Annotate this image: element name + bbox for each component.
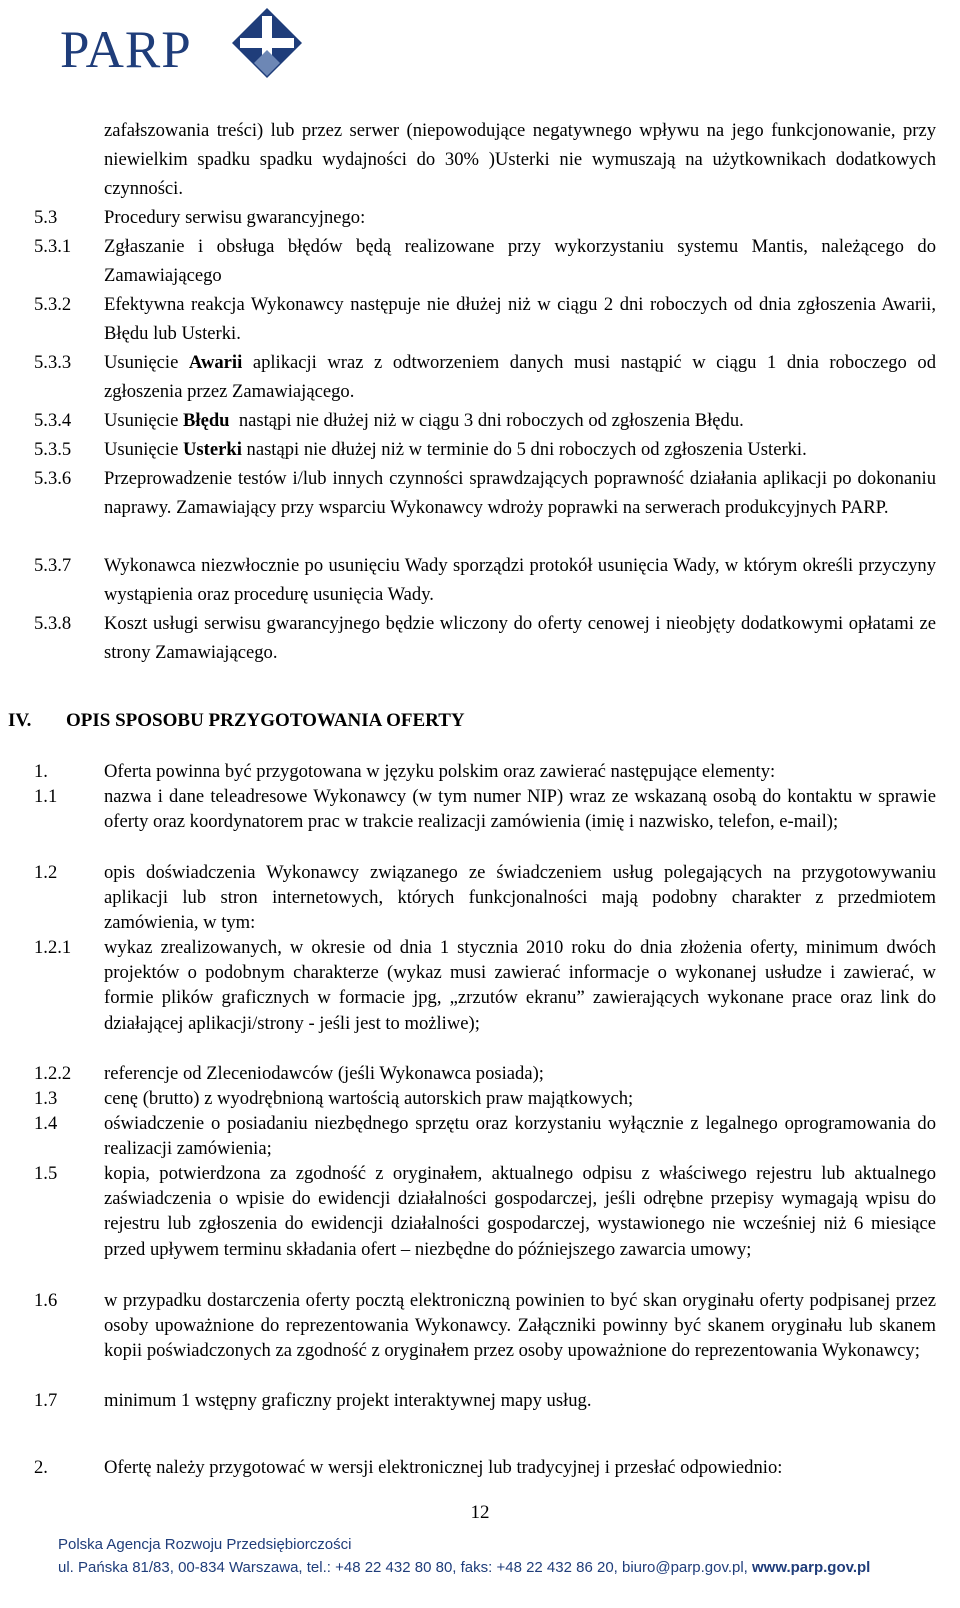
footer-address: ul. Pańska 81/83, 00-834 Warszawa, tel.: +48 22 432 80 80, faks: +48 22 432 86 20, biuro@parp.gov.pl, [58, 1559, 753, 1576]
bold-term: Awarii [188, 352, 243, 373]
item-text: Usunięcie Awarii aplikacji wraz z odtworzeniem danych musi nastąpić w ciągu 1 dnia roboczego od zgłoszenia przez Zamawiającego. [104, 352, 936, 402]
item-text: kopia, potwierdzona za zgodność z oryginałem, aktualnego odpisu z właściwego rejestru lub aktualnego zaświadczenia o wpisie do ewidencji działalności gospodarczej, jeśli odrębne przepisy wymagają wpisu do rejestru lub zgłoszenia do ewidencji działalności gospodarczej, wystawionego nie wcześniej niż 6 miesiące przed upływem terminu składania ofert – niezbędne do późniejszego zawarcia umowy; [104, 1163, 936, 1260]
item-text: Procedury serwisu gwarancyjnego: [104, 207, 366, 228]
bold-term: Usterki [183, 439, 242, 460]
item-number: 1.3 [34, 1088, 58, 1109]
item-text: oświadczenie o posiadaniu niezbędnego sprzętu oraz korzystaniu wyłącznie z legalnego oprogramowania do realizacji zamówienia; [104, 1113, 936, 1160]
footer-website: www.parp.gov.pl [752, 1559, 871, 1576]
item-text: Przeprowadzenie testów i/lub innych czynności sprawdzających poprawność działania aplikacji po dokonaniu naprawy. Zamawiający przy wsparciu Wykonawcy wdroży poprawki na serwerach produkcyjnych PARP. [104, 468, 936, 518]
item-number: 2. [34, 1457, 48, 1478]
item-number: 1.7 [34, 1390, 58, 1411]
section-title: OPIS SPOSOBU PRZYGOTOWANIA OFERTY [66, 710, 465, 731]
item-text: minimum 1 wstępny graficzny projekt interaktywnej mapy usług. [104, 1390, 592, 1411]
item-number: 1.2.2 [34, 1063, 72, 1084]
footer-org-name: Polska Agencja Rozwoju Przedsiębiorczości [58, 1536, 352, 1553]
item-text: wykaz zrealizowanych, w okresie od dnia 1 stycznia 2010 roku do dnia złożenia oferty, minimum dwóch projektów o podobnym charakterze (wykaz musi zawierać informacje o wykonanej usłudze i zawierać, w formie plików graficznych w formacie jpg, „zrzutów ekranu” zawierających wykonane prace oraz link do działającej aplikacji/strony - jeśli jest to możliwe); [104, 937, 936, 1034]
footer-contact [58, 1556, 938, 1580]
logo-text: PARP [60, 21, 192, 79]
item-text: Koszt usługi serwisu gwarancyjnego będzie wliczony do oferty cenowej i nieobjęty dodatkowymi opłatami ze strony Zamawiającego. [104, 613, 936, 663]
item-number: 1.2 [34, 862, 58, 883]
item-number: 5.3 [34, 207, 58, 228]
item-number: 1.1 [34, 786, 58, 807]
item-text: nazwa i dane teleadresowe Wykonawcy (w tym numer NIP) wraz ze wskazaną osobą do kontaktu w sprawie oferty oraz koordynatorem prac w trakcie realizacji zamówienia (imię i nazwisko, telefon, e-mail); [104, 786, 936, 833]
item-text: referencje od Zleceniodawców (jeśli Wykonawca posiada); [104, 1063, 544, 1084]
item-text: Ofertę należy przygotować w wersji elektronicznej lub tradycyjnej i przesłać odpowiednio: [104, 1457, 783, 1478]
bold-term: Błędu [183, 410, 230, 431]
item-number: 5.3.5 [34, 439, 72, 460]
item-text: opis doświadczenia Wykonawcy związanego ze świadczeniem usług polegających na przygotowywaniu aplikacji lub stron internetowych, których funkcjonalności mają podobny charakter z przedmiotem zamówienia, w tym: [104, 862, 936, 934]
footer [58, 1534, 938, 1580]
item-text: w przypadku dostarczenia oferty pocztą elektroniczną powinien to być skan oryginału oferty podpisanej przez osoby upoważnione do reprezentowania Wykonawcy. Załączniki powinny być skanem oryginału lub skanem kopii poświadczonych za zgodność z oryginałem przez osoby upoważnione do reprezentowania Wykonawcy; [104, 1290, 936, 1362]
item-text: cenę (brutto) z wyodrębnioną wartością autorskich praw majątkowych; [104, 1088, 634, 1109]
item-number: 5.3.1 [34, 236, 72, 257]
page-number: 12 [470, 1502, 490, 1523]
item-number: 5.3.3 [34, 352, 72, 373]
item-text: Usunięcie Błędu nastąpi nie dłużej niż w ciągu 3 dni roboczych od zgłoszenia Błędu. [104, 410, 744, 431]
item-text: Efektywna reakcja Wykonawcy następuje nie dłużej niż w ciągu 2 dni roboczych od dnia zgłoszenia Awarii, Błędu lub Usterki. [104, 294, 936, 344]
item-number: 1.5 [34, 1163, 58, 1184]
item-number: 5.3.2 [34, 294, 72, 315]
section-number: IV. [8, 710, 32, 731]
item-text: Oferta powinna być przygotowana w języku polskim oraz zawierać następujące elementy: [104, 761, 776, 782]
logo-mark-icon [232, 8, 302, 92]
item-text: Wykonawca niezwłocznie po usunięciu Wady sporządzi protokół usunięcia Wady, w którym określi przyczyny wystąpienia oraz procedurę usunięcia Wady. [104, 555, 936, 605]
item-number: 5.3.8 [34, 613, 72, 634]
parp-logo [60, 8, 300, 92]
item-number: 1.4 [34, 1113, 58, 1134]
item-number: 5.3.4 [34, 410, 72, 431]
item-number: 1. [34, 761, 48, 782]
item-number: 5.3.6 [34, 468, 72, 489]
item-text: Zgłaszanie i obsługa błędów będą realizowane przy wykorzystaniu systemu Mantis, należącego do Zamawiającego [104, 236, 936, 286]
item-number: 1.2.1 [34, 937, 72, 958]
item-text: Usunięcie Usterki nastąpi nie dłużej niż w terminie do 5 dni roboczych od zgłoszenia Usterki. [104, 439, 807, 460]
lead-paragraph: zafałszowania treści) lub przez serwer (niepowodujące negatywnego wpływu na jego funkcjonowanie, przy niewielkim spadku spadku wydajności do 30% )Usterki nie wymuszają na użytkownikach dodatkowych czynności. [104, 120, 936, 199]
item-number: 5.3.7 [34, 555, 72, 576]
item-number: 1.6 [34, 1290, 58, 1311]
